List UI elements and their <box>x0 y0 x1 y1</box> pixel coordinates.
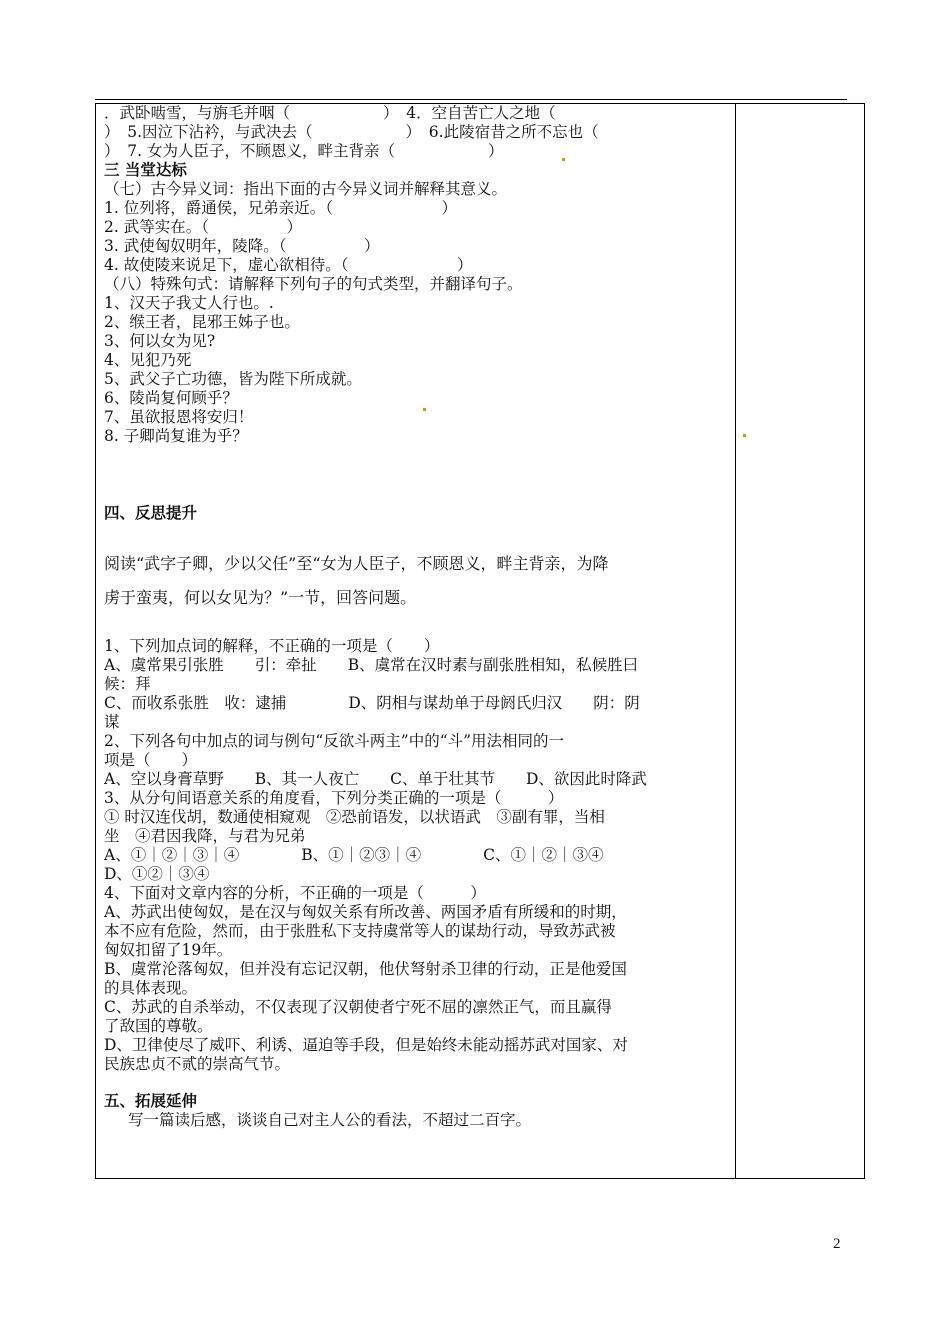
question-line: 候：拜 <box>104 675 151 693</box>
section-4-title: 四、反思提升 <box>104 504 198 522</box>
question-line: A、空以身膏草野 B、其一人夜亡 C、单于壮其节 D、欲因此时降武 <box>104 770 647 788</box>
question-line: D、卫律使尽了威吓、利诱、逼迫等手段，但是始终未能动摇苏武对国家、对 <box>104 1036 628 1054</box>
top-line: ） 5.因泣下沾衿，与武决去（ ） 6.此陵宿昔之所不忘也（ <box>104 123 599 141</box>
q8-item: 2、缑王者，昆邪王姊子也。 <box>104 313 300 331</box>
decorative-dot <box>423 408 426 411</box>
question-line: 1、下列加点词的解释，不正确的一项是（ ） <box>104 637 440 655</box>
question-line: ① 时汉连伐胡，数通使相窥观 ②恐前语发，以状语武 ③副有罪，当相 <box>104 808 605 826</box>
top-line: ．武卧啮雪，与旃毛并咽（ ） 4．空自苦亡人之地（ <box>104 104 556 122</box>
q8-item: 8. 子卿尚复谁为乎？ <box>104 427 248 445</box>
top-line: ） 7. 女为人臣子，不顾恩义，畔主背亲（ ） <box>104 142 504 160</box>
main-column <box>104 104 730 1130</box>
header-rule <box>95 99 847 100</box>
q8-item: 1、汉天子我丈人行也。. <box>104 294 274 312</box>
question-line: 匈奴扣留了19年。 <box>104 941 233 959</box>
reading-instruction: 阅读“武字子卿，少以父任”至“女为人臣子，不顾恩义，畔主背亲，为降 <box>104 554 609 573</box>
q7-item: 2. 武等实在。（ ） <box>104 218 302 236</box>
q8-item: 7、虽欲报恩将安归！ <box>104 408 254 426</box>
decorative-dot <box>562 158 565 161</box>
extension-task: 写一篇读后感，谈谈自己对主人公的看法，不超过二百字。 <box>128 1111 532 1129</box>
question-line: 2、下列各句中加点的词与例句“反欲斗两主”中的“斗”用法相同的一 <box>104 732 565 750</box>
question-line: D、①②｜③④ <box>104 865 210 883</box>
question-line: 民族忠贞不贰的崇高气节。 <box>104 1055 291 1073</box>
question-line: 谋 <box>104 713 120 731</box>
question-line: B、虞常沦落匈奴，但并没有忘记汉朝，他伏弩射杀卫律的行动，正是他爱国 <box>104 960 627 978</box>
q7-title: （七）古今异义词：指出下面的古今异义词并解释其意义。 <box>104 180 508 198</box>
section-5-title: 五、拓展延伸 <box>104 1092 198 1110</box>
question-line: 坐 ④君因我降，与君为兄弟 <box>104 827 306 845</box>
q8-item: 3、何以女为见? <box>104 332 216 350</box>
question-line: A、①｜②｜③｜④ B、①｜②③｜④ C、①｜②｜③④ <box>104 846 604 864</box>
question-line: A、虞常果引张胜 引：牵扯 B、虞常在汉时素与副张胜相知，私候胜曰 <box>104 656 639 674</box>
page-number: 2 <box>833 1236 841 1252</box>
q8-item: 6、陵尚复何顾乎？ <box>104 389 238 407</box>
q8-title: （八）特殊句式：请解释下列句子的句式类型，并翻译句子。 <box>104 275 523 293</box>
question-line: 3、从分句间语意关系的角度看，下列分类正确的一项是（ ） <box>104 789 564 807</box>
question-line: 了敌国的尊敬。 <box>104 1017 213 1035</box>
q7-item: 1. 位列将，爵通侯，兄弟亲近。（ ） <box>104 199 457 217</box>
question-line: 的具体表现。 <box>104 979 198 997</box>
question-line: 项是（ ） <box>104 751 198 769</box>
q8-item: 5、武父子亡功德，皆为陛下所成就。 <box>104 370 362 388</box>
question-line: C、苏武的自杀举动，不仅表现了汉朝使者宁死不屈的凛然正气，而且赢得 <box>104 998 612 1016</box>
question-line: 4、下面对文章内容的分析，不正确的一项是（ ） <box>104 884 486 902</box>
column-divider <box>735 103 736 1179</box>
q7-item: 3. 武使匈奴明年，陵降。（ ） <box>104 237 380 255</box>
question-line: A、苏武出使匈奴，是在汉与匈奴关系有所改善、两国矛盾有所缓和的时期， <box>104 903 627 921</box>
decorative-dot <box>743 434 746 437</box>
q7-item: 4. 故使陵来说足下，虚心欲相待。（ ） <box>104 256 473 274</box>
q8-item: 4、见犯乃死 <box>104 351 192 369</box>
reading-instruction: 虏于蛮夷，何以女见为？”一节，回答问题。 <box>104 588 417 607</box>
question-line: C、而收系张胜 收：逮捕 D、阴相与谋劫单于母阏氏归汉 阴：阴 <box>104 694 640 712</box>
question-line: 本不应有危险，然而，由于张胜私下支持虞常等人的谋劫行动，导致苏武被 <box>104 922 616 940</box>
section-3-title: 三 当堂达标 <box>104 161 187 179</box>
